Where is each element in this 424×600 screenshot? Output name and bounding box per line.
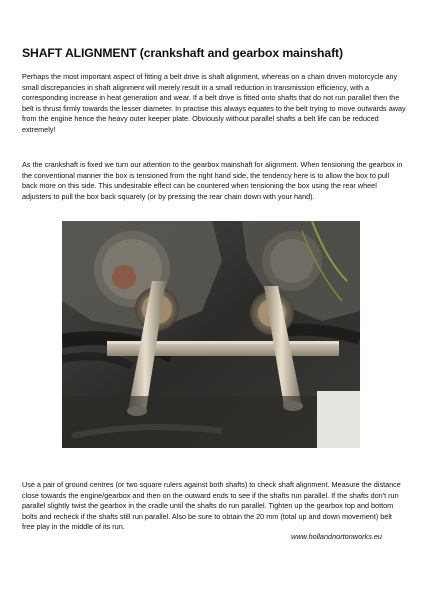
paragraph-check-alignment: Use a pair of ground centres (or two square rulers against both shafts) to check shaft alignment. Measure the distance close towards the engine/gearbox and then on the outward ends to see if the shafts run parallel. If the shafts don't run parallel slightly twist the gearbox in the cradle until the shafts do run parallel. Tighten up the gearbox top and bottom bolts and recheck if the shafts still run parallel. Also be sure to obtain the 20 mm (total up and down movement) belt free play in the middle of its run. [22,480,401,532]
page-title: SHAFT ALIGNMENT (crankshaft and gearbox mainshaft) [22,46,343,60]
shaft-alignment-photo [62,221,360,448]
footer-url: www.hollandnortonworks.eu [291,532,382,541]
photo-illustration [62,221,360,448]
paragraph-gearbox: As the crankshaft is fixed we turn our attention to the gearbox mainshaft for alignment. When tensioning the gearbox in the conventional manner the box is tensioned from the right hand side, the tendency here is to allow the box to pull back more on this side. This undesirable effect can be countered when tensioning the box using the rear wheel adjusters to pull the box back squarely (or by pressing the rear chain down with your hand). [22,160,403,201]
paragraph-intro: Perhaps the most important aspect of fitting a belt drive is shaft alignment, whereas on a chain driven motorcycle any small discrepancies in shaft alignment will merely result in a small reduction in transmission efficiency, with a corresponding increase in heat generation and wear. If a belt drive is fitted onto shafts that do not run parallel then the belt is thrust firmly towards the lesser diameter. In practise this always equates to the belt trying to move outwards away from the engine hence the heavy outer keeper plate. Obviously without parallel shafts a belt life can be reduced extremely! [22,72,406,134]
